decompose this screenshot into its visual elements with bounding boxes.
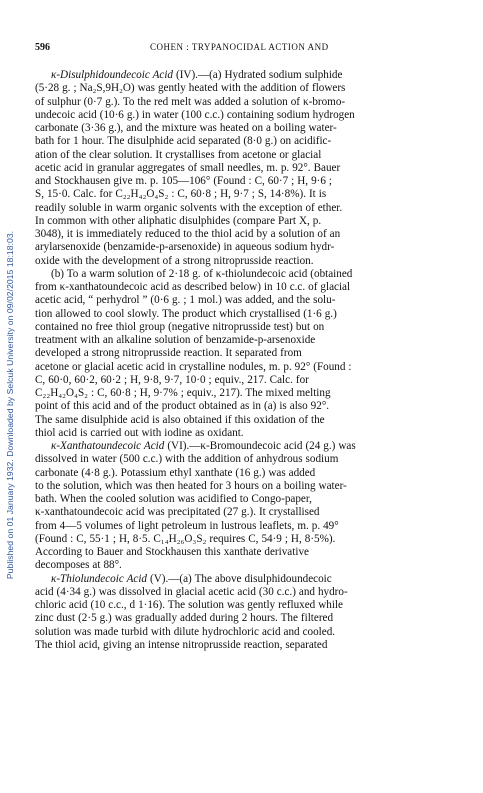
paragraph-line: acid (4·34 g.) was dissolved in glacial acetic acid (30 c.c.) and hydro- — [35, 585, 348, 598]
section-label-thiol: (V).—(a) — [150, 572, 192, 585]
paragraph-line: Bromoundecoic acid (24 g.) was — [209, 440, 356, 452]
download-notice-text: Published on 01 January 1932. Downloaded by Selcuk University on 09/02/2015 18:18:03. — [5, 230, 16, 580]
paragraph-line: solution was made turbid with dilute hydrochloric acid and cooled. — [35, 625, 336, 638]
paragraph-line: from κ-xanthatoundecoic acid as described below) in 10 c.c. of glacial — [35, 281, 351, 293]
paragraph-line: The same disulphide acid is also obtained if this oxidation of the — [35, 413, 325, 426]
paragraph-line: κ-xanthatoundecoic acid was precipitated (27 g.). It crystallised — [35, 506, 320, 519]
paragraph-line: chloric acid (10 c.c., d 1·16). The solution was gently refluxed while — [35, 599, 343, 611]
paragraph-line: readily soluble in warm organic solvents with the exception of ether. — [35, 201, 343, 214]
paragraph-line: (b) To a warm solution of 2·18 g. of κ-thiolundecoic acid (obtained — [51, 267, 353, 280]
paragraph-line: carbonate (4·8 g.). Potassium ethyl xanthate (16 g.) was added — [35, 466, 316, 479]
paragraph-line: S, 15·0. Calc. for C₂₂H₄₂O₄S₂ : C, 60·8 ; H, 9·7 ; S, 14·8%). It is — [35, 188, 327, 201]
paragraph-line: According to Bauer and Stockhausen this xanthate derivative — [35, 546, 309, 558]
running-head: COHEN : TRYPANOCIDAL ACTION AND — [150, 42, 329, 52]
paragraph-line: oxide with the development of a strong nitroprusside reaction. — [35, 254, 314, 267]
paragraph-line: (5·28 g. ; Na₂S,9H₂O) was gently heated with the addition of flowers — [35, 82, 346, 95]
section-title-thiol: κ-Thiolundecoic Acid — [51, 572, 147, 585]
paragraph-line: 3048), it is immediately reduced to the thiol acid by a solution of an — [35, 228, 341, 240]
paragraph-line: C₂₂H₄₂O₄S₂ : C, 60·8 ; H, 9·7% ; equiv., 217). The mixed melting — [35, 387, 331, 399]
paragraph-line: tion allowed to cool slowly. The product which crystallised (1·6 g.) — [35, 307, 337, 320]
paragraph-line: to the solution, which was then heated for 3 hours on a boiling water- — [35, 479, 347, 492]
paragraph-line: (Found : C, 55·1 ; H, 8·5. C₁₄H₂₆O₃S₂ requires C, 54·9 ; H, 8·5%). — [35, 532, 336, 545]
paragraph-line: decomposes at 88°. — [35, 559, 122, 572]
paragraph-line: C, 60·0, 60·2, 60·2 ; H, 9·8, 9·7, 10·0 ; equiv., 217. Calc. for — [35, 373, 309, 386]
paragraph-line: contained no free thiol group (negative nitroprusside test) but on — [35, 320, 325, 333]
paragraph-line: bath. When the cooled solution was acidified to Congo-paper, — [35, 493, 312, 505]
section-label-xanthato: (VI).—κ- — [167, 440, 210, 452]
section-title-disulphide: κ-Disulphidoundecoic Acid — [51, 69, 173, 81]
section-label-disulphide: (IV).—(a) — [176, 69, 222, 81]
body-text — [35, 69, 455, 652]
paragraph-line: and Stockhausen give m. p. 105—106° (Found : C, 60·7 ; H, 9·6 ; — [35, 175, 332, 187]
paragraph-line: The thiol acid, giving an intense nitroprusside reaction, separated — [35, 638, 328, 651]
paragraph-line: ation of the clear solution. It crystallises from acetone or glacial — [35, 148, 322, 161]
download-notice-vertical — [4, 110, 16, 700]
paragraph-line: Hydrated sodium sulphide — [224, 69, 343, 81]
paragraph-line: The above disulphidoundecoic — [194, 572, 332, 585]
paragraph-line: point of this acid and of the product obtained as in (a) is also 92°. — [35, 400, 330, 413]
paragraph-line: treatment with an alkaline solution of benzamide-p-arsenoxide — [35, 334, 316, 346]
paragraph-line: of sulphur (0·7 g.). To the red melt was added a solution of κ-bromo- — [35, 95, 346, 108]
paragraph-line: dissolved in water (500 c.c.) with the addition of anhydrous sodium — [35, 453, 339, 466]
paragraph-line: arylarsenoxide (benzamide-p-arsenoxide) in aqueous sodium hydr- — [35, 241, 335, 254]
section-heading-thiol — [35, 573, 455, 586]
paragraph-line: undecoic acid (10·6 g.) in water (100 c.c.) containing sodium hydrogen — [35, 108, 355, 121]
paragraph-line: thiol acid is carried out with iodine as oxidant. — [35, 426, 244, 439]
section-heading-disulphide — [35, 69, 455, 82]
paragraph-line: carbonate (3·36 g.), and the mixture was heated on a boiling water- — [35, 122, 337, 134]
page-header — [35, 43, 455, 57]
paragraph-line: acetone or glacial acetic acid in crystalline nodules, m. p. 92° (Found : — [35, 360, 352, 373]
section-heading-xanthato — [35, 440, 455, 453]
paragraph-line: developed a strong nitroprusside reaction. It separated from — [35, 347, 302, 360]
paragraph-line: from 4—5 volumes of light petroleum in lustrous leaflets, m. p. 49° — [35, 519, 339, 532]
page-number: 596 — [35, 42, 50, 53]
paragraph-line: bath for 1 hour. The disulphide acid separated (8·0 g.) on acidific- — [35, 135, 332, 148]
paragraph-line: acetic acid in granular aggregates of small needles, m. p. 92°. Bauer — [35, 161, 341, 174]
paragraph-line: In common with other aliphatic disulphides (compare Part X, p. — [35, 214, 322, 227]
paragraph-line: zinc dust (2·5 g.) was gradually added during 2 hours. The filtered — [35, 612, 334, 625]
paragraph-line: acetic acid, “ perhydrol ” (0·6 g. ; 1 mol.) was added, and the solu- — [35, 294, 336, 307]
section-title-xanthato: κ-Xanthatoundecoic Acid — [51, 440, 165, 452]
